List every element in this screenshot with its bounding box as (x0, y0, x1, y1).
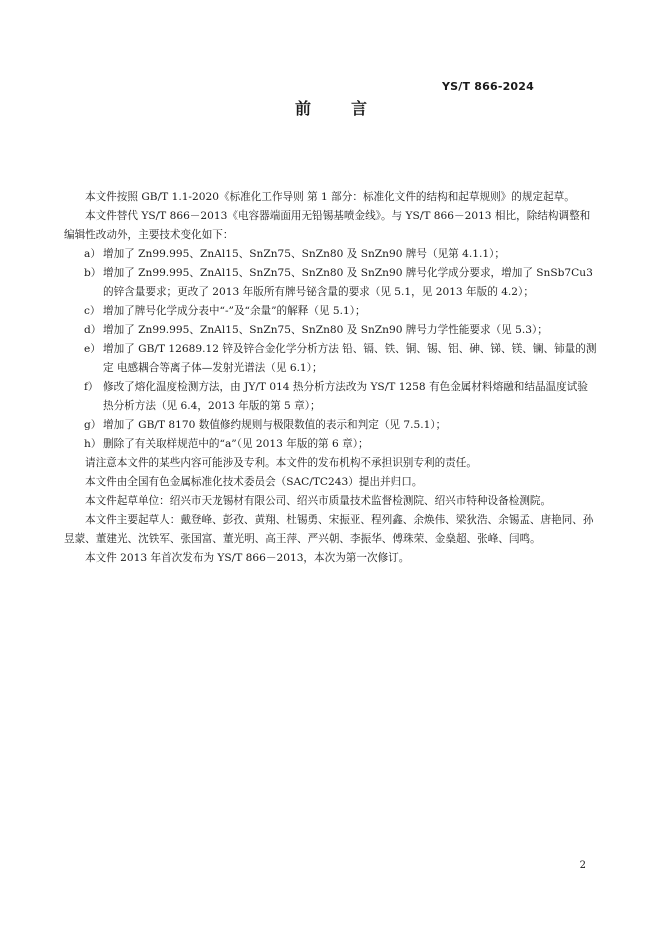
list-item-label: c） (84, 305, 101, 317)
list-item (64, 340, 598, 378)
list-item-text: 增加了 GB/T 12689.12 锌及锌合金化学分析方法 铅、镉、铁、铜、锡、铝、砷、锑、镁、镧、铈量的测定 电感耦合等离子体—发射光谱法（见 6.1）； (103, 343, 597, 374)
list-item-text: 增加了 Zn99.995、ZnAl15、SnZn75、SnZn80 及 SnZn90 牌号（见第 4.1.1）； (103, 248, 505, 260)
paragraph-drafting-units: 本文件起草单位：绍兴市天龙锡材有限公司、绍兴市质量技术监督检测院、绍兴市特种设备检测院。 (85, 495, 552, 507)
document-body (64, 188, 598, 568)
list-item-text: 修改了熔化温度检测方法，由 JY/T 014 热分析方法改为 YS/T 1258 有色金属材料熔融和结晶温度试验热分析方法（见 6.4，2013 年版的第 5 章）； (103, 381, 588, 412)
list-item-text: 增加了 Zn99.995、ZnAl15、SnZn75、SnZn80 及 SnZn90 牌号化学成分要求，增加了 SnSb7Cu3 的锌含量要求；更改了 2013 年版所有牌号铋含量的要求（见 5.1，见 2013 年版的 4.2）； (103, 267, 593, 298)
list-item-label: h） (84, 438, 102, 450)
list-item-text: 删除了有关取样规范中的“a”（见 2013 年版的第 6 章）； (103, 438, 369, 450)
list-item (64, 378, 598, 416)
list-item-text: 增加了 Zn99.995、ZnAl15、SnZn75、SnZn80 及 SnZn90 牌号力学性能要求（见 5.3）； (103, 324, 548, 336)
list-item (64, 416, 598, 435)
list-item-label: e） (84, 343, 101, 355)
changes-list (64, 245, 598, 454)
paragraph-drafters: 本文件主要起草人：戴登峰、彭孜、黄翔、杜锡勇、宋振亚、程列鑫、余焕伟、梁狄浩、余锡孟、唐艳同、孙昱蒙、董建光、沈铁军、张国富、董光明、高王萍、严兴朝、李振华、傅珠荣、金燊超、张峰、闫鸣。 (64, 514, 594, 545)
list-item-label: f） (84, 381, 99, 393)
list-item-label: b） (84, 267, 102, 279)
paragraph-proposer: 本文件由全国有色金属标准化技术委员会（SAC/TC243）提出并归口。 (85, 476, 423, 488)
list-item (64, 302, 598, 321)
paragraph-patent-notice: 请注意本文件的某些内容可能涉及专利。本文件的发布机构不承担识别专利的责任。 (85, 457, 477, 469)
paragraph-replacement: 本文件替代 YS/T 866－2013《电容器端面用无铅锡基喷金线》。与 YS/T 866－2013 相比，除结构调整和编辑性改动外，主要技术变化如下： (64, 210, 591, 241)
list-item-label: d） (84, 324, 102, 336)
paragraph-history: 本文件 2013 年首次发布为 YS/T 866－2013，本次为第一次修订。 (85, 552, 410, 564)
page-title: 前 言 (294, 99, 379, 118)
list-item (64, 245, 598, 264)
list-item-text: 增加了 GB/T 8170 数值修约规则与极限数值的表示和判定（见 7.5.1）； (103, 419, 447, 431)
paragraph-drafting-rules: 本文件按照 GB/T 1.1-2020《标准化工作导则 第 1 部分：标准化文件的结构和起草规则》的规定起草。 (85, 191, 575, 203)
list-item (64, 435, 598, 454)
standard-code: YS/T 866-2024 (442, 80, 534, 93)
page-number: 2 (579, 860, 586, 871)
list-item (64, 264, 598, 302)
list-item (64, 321, 598, 340)
list-item-label: g） (84, 419, 102, 431)
list-item-label: a） (84, 248, 101, 260)
list-item-text: 增加了牌号化学成分表中“-”及“余量”的解释（见 5.1）； (103, 305, 366, 317)
